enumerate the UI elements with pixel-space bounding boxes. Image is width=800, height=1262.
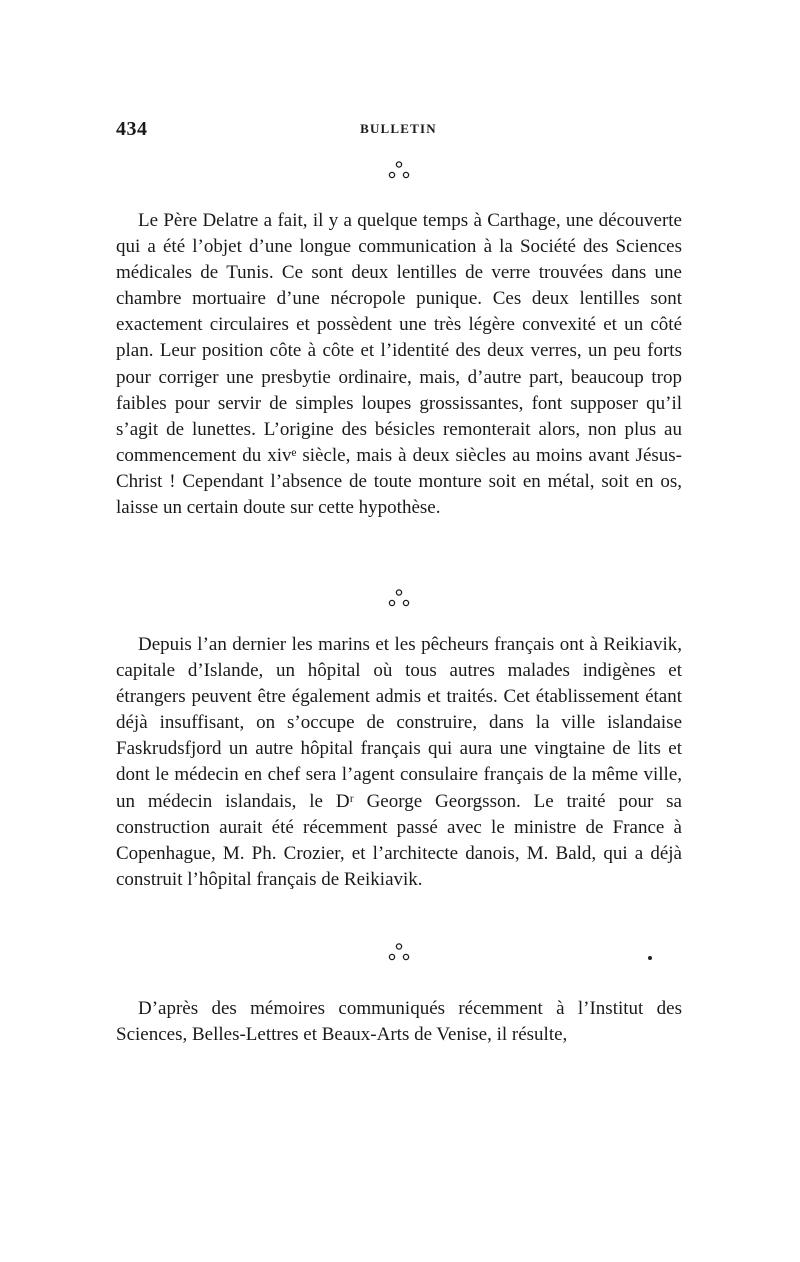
section-separator-ornament: [0, 588, 800, 610]
triple-circle-ornament-icon: [384, 588, 414, 610]
running-title: BULLETIN: [360, 121, 437, 136]
ink-speck: [648, 956, 652, 960]
paragraph-carthage-lenses: Le Père Delatre a fait, il y a quelque temps à Carthage, une découverte qui a été l’objet d’une longue communication à la Société des Sciences médicales de Tunis. Ce sont deux lentilles de verre trouvées dans une chambre mortuaire d’une nécropole punique. Ces deux lentilles sont exactement circulaires et possèdent une très légère convexité et un côté plan. Leur position côte à côte et l’identité des deux verres, un peu forts pour corriger une presbytie ordinaire, mais, d’autre part, beaucoup trop faibles pour servir de simples loupes grossissantes, font supposer qu’il s’agit de lunettes. L’origine des bésicles remonterait alors, non plus au commencement du xivᵉ siècle, mais à deux siècles au moins avant Jésus-Christ ! Cependant l’absence de toute monture soit en métal, soit en os, laisse un certain doute sur cette hypothèse.: [116, 210, 682, 519]
section-separator-ornament: [0, 942, 800, 964]
triple-circle-ornament-icon: [384, 942, 414, 964]
paragraph-venice-memoirs: D’après des mémoires communiqués récemment à l’Institut des Sciences, Belles-Lettres et Beaux-Arts de Venise, il résulte,: [116, 998, 682, 1046]
page-header: [116, 118, 681, 144]
paragraph-iceland-hospital: Depuis l’an dernier les marins et les pêcheurs français ont à Reikiavik, capitale d’Islande, un hôpital où tous autres malades indigènes et étrangers peuvent être également admis et traités. Cet établissement étant déjà insuffisant, on s’occupe de construire, dans la ville islandaise Faskrudsfjord un autre hôpital français qui aura une vingtaine de lits et dont le médecin en chef sera l’agent consulaire français de la même ville, un médecin islandais, le Dʳ George Georgsson. Le traité pour sa construction aurait été récemment passé avec le ministre de France à Copenhague, M. Ph. Crozier, et l’architecte danois, M. Bald, qui a déjà construit l’hôpital français de Reikiavik.: [116, 634, 682, 890]
page-number: 434: [116, 118, 148, 140]
section-separator-ornament: [0, 160, 800, 182]
triple-circle-ornament-icon: [384, 160, 414, 182]
